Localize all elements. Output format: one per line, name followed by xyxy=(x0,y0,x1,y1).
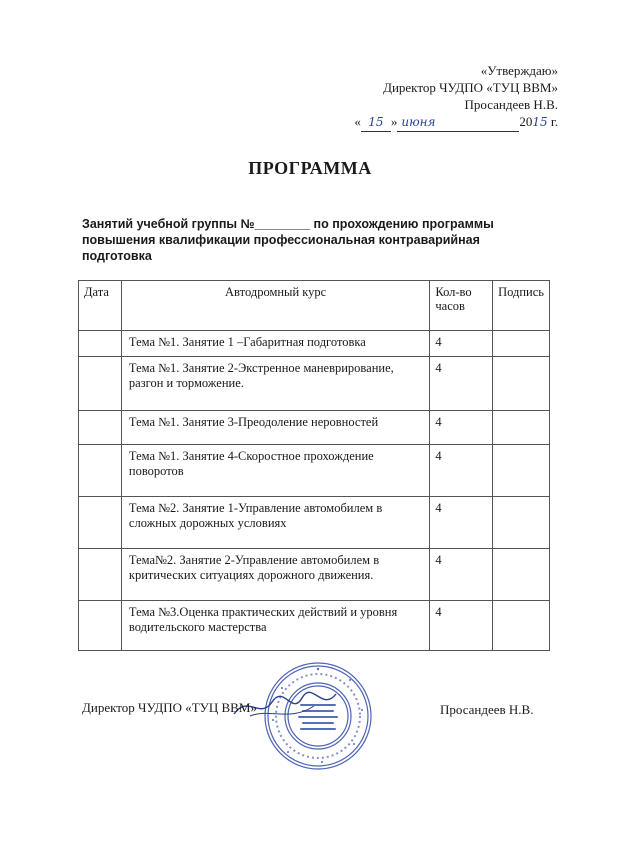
row-hours: 4 xyxy=(430,357,493,411)
row-hours: 4 xyxy=(430,445,493,497)
table-row xyxy=(79,445,550,497)
row-date xyxy=(79,601,122,651)
row-date xyxy=(79,357,122,411)
table-row xyxy=(79,357,550,411)
approval-line-2: Директор ЧУДПО «ТУЦ ВВМ» xyxy=(383,80,558,95)
document-title: ПРОГРАММА xyxy=(248,158,372,178)
table-row xyxy=(79,601,550,651)
date-year-suffix: 15 xyxy=(532,115,548,129)
row-topic: Тема №1. Занятие 2-Экстренное маневрирование, разгон и торможение. xyxy=(121,357,429,411)
program-table xyxy=(78,280,550,651)
approval-line-3: Просандеев Н.В. xyxy=(464,97,558,112)
date-day: 15 xyxy=(361,114,391,132)
row-date xyxy=(79,497,122,549)
row-topic: Тема №3.Оценка практических действий и уровня водительского мастерства xyxy=(121,601,429,651)
header-hours: Кол-во часов xyxy=(430,281,493,331)
row-topic: Тема №1. Занятие 1 –Габаритная подготовка xyxy=(121,331,429,357)
row-hours: 4 xyxy=(430,497,493,549)
row-hours: 4 xyxy=(430,331,493,357)
row-date xyxy=(79,411,122,445)
row-sign xyxy=(493,331,550,357)
row-topic: Тема №1. Занятие 3-Преодоление неровностей xyxy=(121,411,429,445)
header-date: Дата xyxy=(79,281,122,331)
approval-block xyxy=(354,62,558,130)
row-sign xyxy=(493,601,550,651)
table-row xyxy=(79,411,550,445)
approval-date xyxy=(354,113,558,130)
table-header-row xyxy=(79,281,550,331)
table-row xyxy=(79,549,550,601)
date-year-prefix: 20 xyxy=(519,114,533,129)
approval-line-1: «Утверждаю» xyxy=(480,63,558,78)
date-open-quote: « xyxy=(354,114,361,129)
date-close-quote: » xyxy=(390,114,398,129)
row-hours: 4 xyxy=(430,411,493,445)
row-hours: 4 xyxy=(430,601,493,651)
row-date xyxy=(79,331,122,357)
row-hours: 4 xyxy=(430,549,493,601)
row-topic: Тема №2. Занятие 1-Управление автомобилем в сложных дорожных условиях xyxy=(121,497,429,549)
row-sign xyxy=(493,445,550,497)
table-row xyxy=(79,331,550,357)
signature-name-right: Просандеев Н.В. xyxy=(440,702,534,717)
document-subtitle: Занятий учебной группы №________ по прохождению программы повышения квалификации профессиональная контраварийная подготовка xyxy=(82,217,494,263)
row-sign xyxy=(493,497,550,549)
signature-position-left: Директор ЧУДПО «ТУЦ ВВМ» xyxy=(82,700,257,715)
row-sign xyxy=(493,357,550,411)
date-year-end: г. xyxy=(550,114,558,129)
row-date xyxy=(79,445,122,497)
header-course: Автодромный курс xyxy=(121,281,429,331)
table-row xyxy=(79,497,550,549)
row-topic: Тема№2. Занятие 2-Управление автомобилем в критических ситуациях дорожного движения. xyxy=(121,549,429,601)
row-sign xyxy=(493,549,550,601)
row-date xyxy=(79,549,122,601)
row-sign xyxy=(493,411,550,445)
header-sign: Подпись xyxy=(493,281,550,331)
date-month: июня xyxy=(397,114,519,132)
row-topic: Тема №1. Занятие 4-Скоростное прохождение поворотов xyxy=(121,445,429,497)
